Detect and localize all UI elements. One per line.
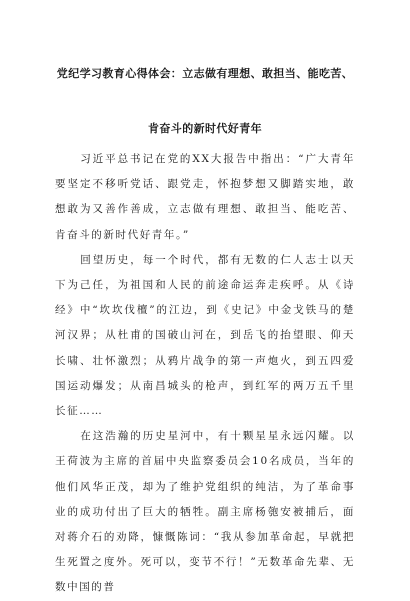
body-paragraph-3: 在这浩瀚的历史星河中，有十颗星星永远闪耀。以王荷波为主席的首届中央监察委员会10名成员，当年的他们风华正茂，却为了维护党组织的纯洁，为了革命事业的成功付出了巨大的牺牲。副主席杨匏安被捕后，面对蒋介石的劝降，慷慨陈词：“我从参加革命起，早就把生死置之度外。死可以，变节不行！”无数革命先辈、无数中国的普	[55, 430, 355, 594]
document-body	[55, 147, 355, 594]
body-paragraph-1: 习近平总书记在党的XX大报告中指出：“广大青年要坚定不移听党话、跟党走，怀抱梦想又脚踏实地，敢想敢为又善作善成，立志做有理想、敢担当、能吃苦、肯奋斗的新时代好青年。”	[55, 153, 355, 241]
document-title-line-2: 肯奋斗的新时代好青年	[148, 122, 262, 135]
document-title-line-1: 党纪学习教育心得体会：立志做有理想、敢担当、能吃苦、	[56, 67, 354, 80]
body-paragraph-2: 回望历史，每一个时代，都有无数的仁人志士以天下为己任，为祖国和人民的前途命运奔走疾呼。从《诗经》中“坎坎伐檀”的江边，到《史记》中金戈铁马的楚河汉界；从杜甫的国破山河在，到岳飞的抬望眼、仰天长啸、壮怀激烈；从鸦片战争的第一声炮火，到五四爱国运动爆发；从南昌城头的枪声，到红军的两万五千里长征……	[55, 253, 355, 418]
